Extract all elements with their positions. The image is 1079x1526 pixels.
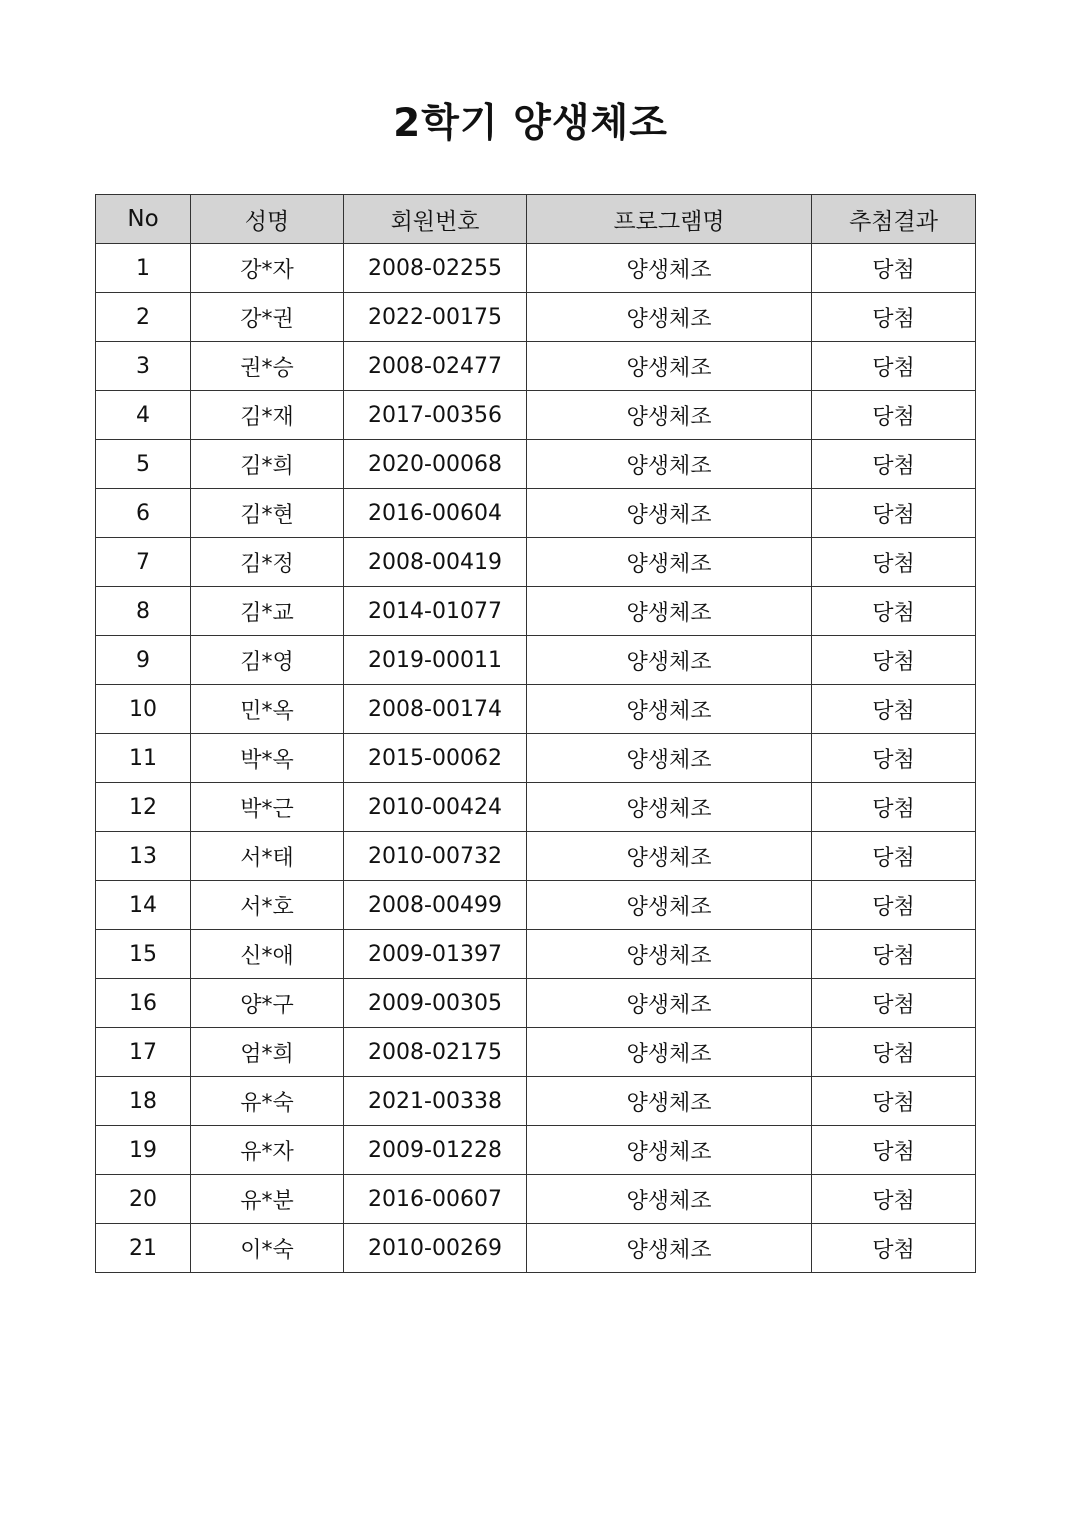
- table-row: [96, 1224, 976, 1273]
- table-row: [96, 489, 976, 538]
- cell-result: 당첨: [812, 1224, 976, 1273]
- table-row: [96, 979, 976, 1028]
- table-row: [96, 391, 976, 440]
- table-row: [96, 685, 976, 734]
- cell-result: 당첨: [812, 1028, 976, 1077]
- cell-result: 당첨: [812, 538, 976, 587]
- cell-result: 당첨: [812, 832, 976, 881]
- cell-program: 양생체조: [527, 832, 812, 881]
- cell-member-id: 2020-00068: [344, 440, 527, 489]
- cell-member-id: 2009-01228: [344, 1126, 527, 1175]
- cell-program: 양생체조: [527, 342, 812, 391]
- cell-name: 유*숙: [191, 1077, 344, 1126]
- cell-name: 신*애: [191, 930, 344, 979]
- cell-program: 양생체조: [527, 636, 812, 685]
- table-row: [96, 587, 976, 636]
- cell-program: 양생체조: [527, 440, 812, 489]
- table-row: [96, 783, 976, 832]
- cell-name: 김*교: [191, 587, 344, 636]
- cell-program: 양생체조: [527, 979, 812, 1028]
- cell-no: 17: [96, 1028, 191, 1077]
- cell-member-id: 2015-00062: [344, 734, 527, 783]
- table-row: [96, 538, 976, 587]
- cell-no: 6: [96, 489, 191, 538]
- cell-name: 민*옥: [191, 685, 344, 734]
- table-row: [96, 342, 976, 391]
- cell-name: 유*자: [191, 1126, 344, 1175]
- table-header-row: [96, 195, 976, 244]
- cell-no: 21: [96, 1224, 191, 1273]
- cell-program: 양생체조: [527, 881, 812, 930]
- cell-result: 당첨: [812, 293, 976, 342]
- cell-name: 서*호: [191, 881, 344, 930]
- cell-member-id: 2008-02175: [344, 1028, 527, 1077]
- cell-name: 박*옥: [191, 734, 344, 783]
- cell-name: 양*구: [191, 979, 344, 1028]
- cell-result: 당첨: [812, 1175, 976, 1224]
- cell-no: 7: [96, 538, 191, 587]
- cell-result: 당첨: [812, 489, 976, 538]
- cell-no: 10: [96, 685, 191, 734]
- cell-no: 14: [96, 881, 191, 930]
- cell-name: 김*재: [191, 391, 344, 440]
- cell-name: 이*숙: [191, 1224, 344, 1273]
- table-row: [96, 1077, 976, 1126]
- cell-result: 당첨: [812, 244, 976, 293]
- table-row: [96, 1126, 976, 1175]
- cell-result: 당첨: [812, 391, 976, 440]
- cell-name: 유*분: [191, 1175, 344, 1224]
- cell-program: 양생체조: [527, 489, 812, 538]
- cell-no: 8: [96, 587, 191, 636]
- cell-result: 당첨: [812, 1077, 976, 1126]
- table-row: [96, 440, 976, 489]
- cell-member-id: 2016-00607: [344, 1175, 527, 1224]
- cell-program: 양생체조: [527, 685, 812, 734]
- page-title: 2학기 양생체조: [393, 101, 668, 146]
- cell-program: 양생체조: [527, 293, 812, 342]
- cell-member-id: 2022-00175: [344, 293, 527, 342]
- cell-no: 13: [96, 832, 191, 881]
- cell-no: 15: [96, 930, 191, 979]
- cell-no: 1: [96, 244, 191, 293]
- table-row: [96, 636, 976, 685]
- table-row: [96, 293, 976, 342]
- table-row: [96, 1028, 976, 1077]
- cell-no: 2: [96, 293, 191, 342]
- header-name: 성명: [191, 195, 344, 244]
- header-result: 추첨결과: [812, 195, 976, 244]
- table-row: [96, 734, 976, 783]
- cell-program: 양생체조: [527, 1077, 812, 1126]
- cell-result: 당첨: [812, 1126, 976, 1175]
- table-row: [96, 1175, 976, 1224]
- table-row: [96, 832, 976, 881]
- cell-result: 당첨: [812, 440, 976, 489]
- cell-name: 강*자: [191, 244, 344, 293]
- cell-no: 11: [96, 734, 191, 783]
- cell-name: 강*권: [191, 293, 344, 342]
- cell-no: 9: [96, 636, 191, 685]
- cell-program: 양생체조: [527, 734, 812, 783]
- cell-member-id: 2008-02477: [344, 342, 527, 391]
- cell-result: 당첨: [812, 685, 976, 734]
- cell-name: 박*근: [191, 783, 344, 832]
- cell-result: 당첨: [812, 734, 976, 783]
- cell-name: 권*승: [191, 342, 344, 391]
- cell-member-id: 2008-00174: [344, 685, 527, 734]
- cell-result: 당첨: [812, 881, 976, 930]
- table-row: [96, 244, 976, 293]
- cell-name: 김*영: [191, 636, 344, 685]
- cell-no: 3: [96, 342, 191, 391]
- cell-no: 18: [96, 1077, 191, 1126]
- cell-program: 양생체조: [527, 244, 812, 293]
- cell-program: 양생체조: [527, 1175, 812, 1224]
- cell-no: 19: [96, 1126, 191, 1175]
- cell-program: 양생체조: [527, 783, 812, 832]
- header-no: No: [96, 195, 191, 244]
- cell-no: 20: [96, 1175, 191, 1224]
- cell-result: 당첨: [812, 930, 976, 979]
- cell-program: 양생체조: [527, 1126, 812, 1175]
- cell-program: 양생체조: [527, 1028, 812, 1077]
- table-body: [96, 244, 976, 1273]
- cell-no: 16: [96, 979, 191, 1028]
- cell-member-id: 2008-02255: [344, 244, 527, 293]
- cell-member-id: 2010-00424: [344, 783, 527, 832]
- cell-result: 당첨: [812, 979, 976, 1028]
- cell-member-id: 2021-00338: [344, 1077, 527, 1126]
- cell-name: 엄*희: [191, 1028, 344, 1077]
- cell-name: 서*태: [191, 832, 344, 881]
- lottery-results-table: [95, 194, 976, 1273]
- cell-no: 12: [96, 783, 191, 832]
- cell-member-id: 2017-00356: [344, 391, 527, 440]
- cell-program: 양생체조: [527, 587, 812, 636]
- cell-member-id: 2010-00732: [344, 832, 527, 881]
- cell-member-id: 2019-00011: [344, 636, 527, 685]
- header-program: 프로그램명: [527, 195, 812, 244]
- cell-result: 당첨: [812, 636, 976, 685]
- cell-no: 4: [96, 391, 191, 440]
- cell-name: 김*현: [191, 489, 344, 538]
- cell-program: 양생체조: [527, 538, 812, 587]
- cell-result: 당첨: [812, 587, 976, 636]
- cell-no: 5: [96, 440, 191, 489]
- cell-result: 당첨: [812, 342, 976, 391]
- cell-member-id: 2008-00499: [344, 881, 527, 930]
- table-row: [96, 881, 976, 930]
- header-member-id: 회원번호: [344, 195, 527, 244]
- cell-name: 김*정: [191, 538, 344, 587]
- cell-program: 양생체조: [527, 1224, 812, 1273]
- cell-name: 김*희: [191, 440, 344, 489]
- cell-result: 당첨: [812, 783, 976, 832]
- cell-member-id: 2010-00269: [344, 1224, 527, 1273]
- cell-program: 양생체조: [527, 391, 812, 440]
- cell-member-id: 2009-00305: [344, 979, 527, 1028]
- cell-program: 양생체조: [527, 930, 812, 979]
- cell-member-id: 2014-01077: [344, 587, 527, 636]
- cell-member-id: 2009-01397: [344, 930, 527, 979]
- cell-member-id: 2016-00604: [344, 489, 527, 538]
- table-row: [96, 930, 976, 979]
- cell-member-id: 2008-00419: [344, 538, 527, 587]
